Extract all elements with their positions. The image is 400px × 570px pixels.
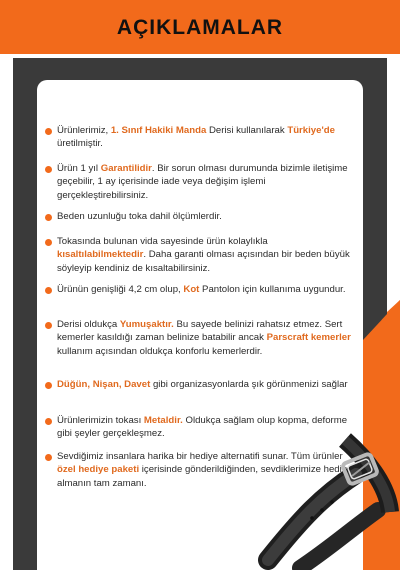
description-card: [37, 80, 363, 570]
list-item: Ürünlerimiz, 1. Sınıf Hakiki Manda Derisi kullanılarak Türkiye'de üretilmiştir.: [57, 124, 353, 151]
list-item: Ürünlerimizin tokası Metaldir. Oldukça sağlam olup kopma, deforme gibi şeyler gerçekleşmez.: [57, 414, 353, 441]
bullet-dot-icon: [45, 287, 52, 294]
bullet-dot-icon: [45, 214, 52, 221]
list-item: Düğün, Nişan, Davet gibi organizasyonlarda şık görünmenizi sağlar: [57, 378, 353, 391]
page-title: AÇIKLAMALAR: [116, 16, 284, 39]
list-item: Ürün 1 yıl Garantilidir. Bir sorun olması durumunda bizimle iletişime geçebilir, 1 ay içerisinde iade veya değişim işlemi gerçekleştirebilirsiniz.: [57, 162, 353, 202]
list-item: Tokasında bulunan vida sayesinde ürün kolaylıkla kısaltılabilmektedir. Daha garanti olması açısından bir beden büyük söyleyip kendiniz de kısaltabilirsiniz.: [57, 235, 353, 275]
bullet-dot-icon: [45, 382, 52, 389]
bullet-dot-icon: [45, 454, 52, 461]
list-item: Ürünün genişliği 4,2 cm olup, Kot Pantolon için kullanıma uygundur.: [57, 283, 353, 296]
bullet-dot-icon: [45, 418, 52, 425]
list-item: Sevdiğimiz insanlara harika bir hediye alternatifi sunar. Tüm ürünler özel hediye paketi içerisinde gönderildiğinden, sevdiklerimize hediye almanın tam zamanı.: [57, 450, 353, 490]
list-item: Beden uzunluğu toka dahil ölçümlerdir.: [57, 210, 353, 223]
bullet-dot-icon: [45, 128, 52, 135]
list-item: Derisi oldukça Yumuşaktır. Bu sayede belinizi rahatsız etmez. Sert kemerler kasıldığı zaman belinize batabilir ancak Parscraft kemerler kullanım açısından oldukça konforlu kemerlerdir.: [57, 318, 353, 358]
bullet-dot-icon: [45, 239, 52, 246]
bullet-dot-icon: [45, 322, 52, 329]
bullet-dot-icon: [45, 166, 52, 173]
